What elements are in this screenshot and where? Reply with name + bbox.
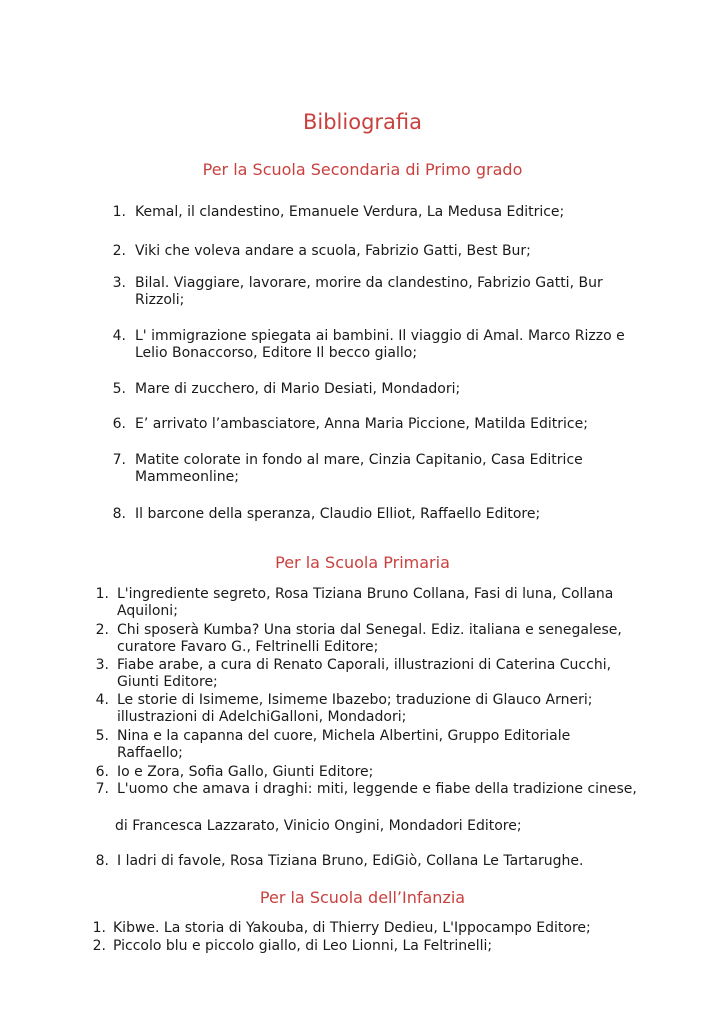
list-text: Fiabe arabe, a cura di Renato Caporali, illustrazioni di Caterina Cucchi, Giunti Editore; [117, 657, 612, 690]
list-text: Nina e la capanna del cuore, Michela Albertini, Gruppo Editoriale Raffaello; [117, 728, 571, 761]
list-text: Le storie di Isimeme, Isimeme Ibazebo; traduzione di Glauco Arneri; illustrazioni di AdelchiGalloni, Mondadori; [117, 692, 593, 725]
list-number: 1. [95, 586, 109, 602]
list-number: 4. [95, 692, 109, 708]
section-heading-secondaria: Per la Scuola Secondaria di Primo grado [202, 160, 523, 179]
list-number: 3. [112, 275, 126, 291]
list-text: Kemal, il clandestino, Emanuele Verdura, La Medusa Editrice; [135, 204, 565, 220]
list-number: 5. [112, 381, 126, 397]
list-text: E’ arrivato l’ambasciatore, Anna Maria Piccione, Matilda Editrice; [135, 416, 588, 432]
list-number: 5. [95, 728, 109, 744]
list-number: 2. [112, 243, 126, 259]
list-text: Matite colorate in fondo al mare, Cinzia Capitanio, Casa Editrice Mammeonline; [135, 452, 583, 485]
list-number: 8. [95, 853, 109, 869]
section-heading-infanzia: Per la Scuola dell’Infanzia [259, 888, 466, 907]
list-text: Mare di zucchero, di Mario Desiati, Mondadori; [135, 381, 461, 397]
list-text: Il barcone della speranza, Claudio Elliot, Raffaello Editore; [135, 506, 541, 522]
list-text: Viki che voleva andare a scuola, Fabrizio Gatti, Best Bur; [135, 243, 531, 259]
list-number: 6. [95, 764, 109, 780]
list-number: 8. [112, 506, 126, 522]
list-text: L'uomo che amava i draghi: miti, leggende e fiabe della tradizione cinese, [117, 781, 637, 797]
section-heading-primaria: Per la Scuola Primaria [275, 553, 450, 572]
list-number: 6. [112, 416, 126, 432]
list-text: Bilal. Viaggiare, lavorare, morire da clandestino, Fabrizio Gatti, Bur Rizzoli; [135, 275, 603, 308]
list-number: 7. [112, 452, 126, 468]
list-text: Kibwe. La storia di Yakouba, di Thierry Dedieu, L'Ippocampo Editore; [113, 920, 591, 936]
list-text: Chi sposerà Kumba? Una storia dal Senegal. Ediz. italiana e senegalese, curatore Favaro G., Feltrinelli Editore; [117, 622, 622, 655]
list-number: 4. [112, 328, 126, 344]
list-number: 7. [95, 781, 109, 797]
list-text: L'ingrediente segreto, Rosa Tiziana Bruno Collana, Fasi di luna, Collana Aquiloni; [117, 586, 614, 619]
list-text: Piccolo blu e piccolo giallo, di Leo Lionni, La Feltrinelli; [113, 938, 493, 954]
list-number: 2. [95, 622, 109, 638]
list-number: 1. [112, 204, 126, 220]
list-number: 1. [92, 920, 106, 936]
list-number: 2. [92, 938, 106, 954]
list-text: I ladri di favole, Rosa Tiziana Bruno, EdiGiò, Collana Le Tartarughe. [117, 853, 584, 869]
list-text: L' immigrazione spiegata ai bambini. Il viaggio di Amal. Marco Rizzo e Lelio Bonaccorso, Editore Il becco giallo; [135, 328, 625, 361]
list-number: 3. [95, 657, 109, 673]
list-text: di Francesca Lazzarato, Vinicio Ongini, Mondadori Editore; [115, 818, 522, 834]
page-title: Bibliografia [302, 110, 423, 134]
list-text: Io e Zora, Sofia Gallo, Giunti Editore; [117, 764, 374, 780]
